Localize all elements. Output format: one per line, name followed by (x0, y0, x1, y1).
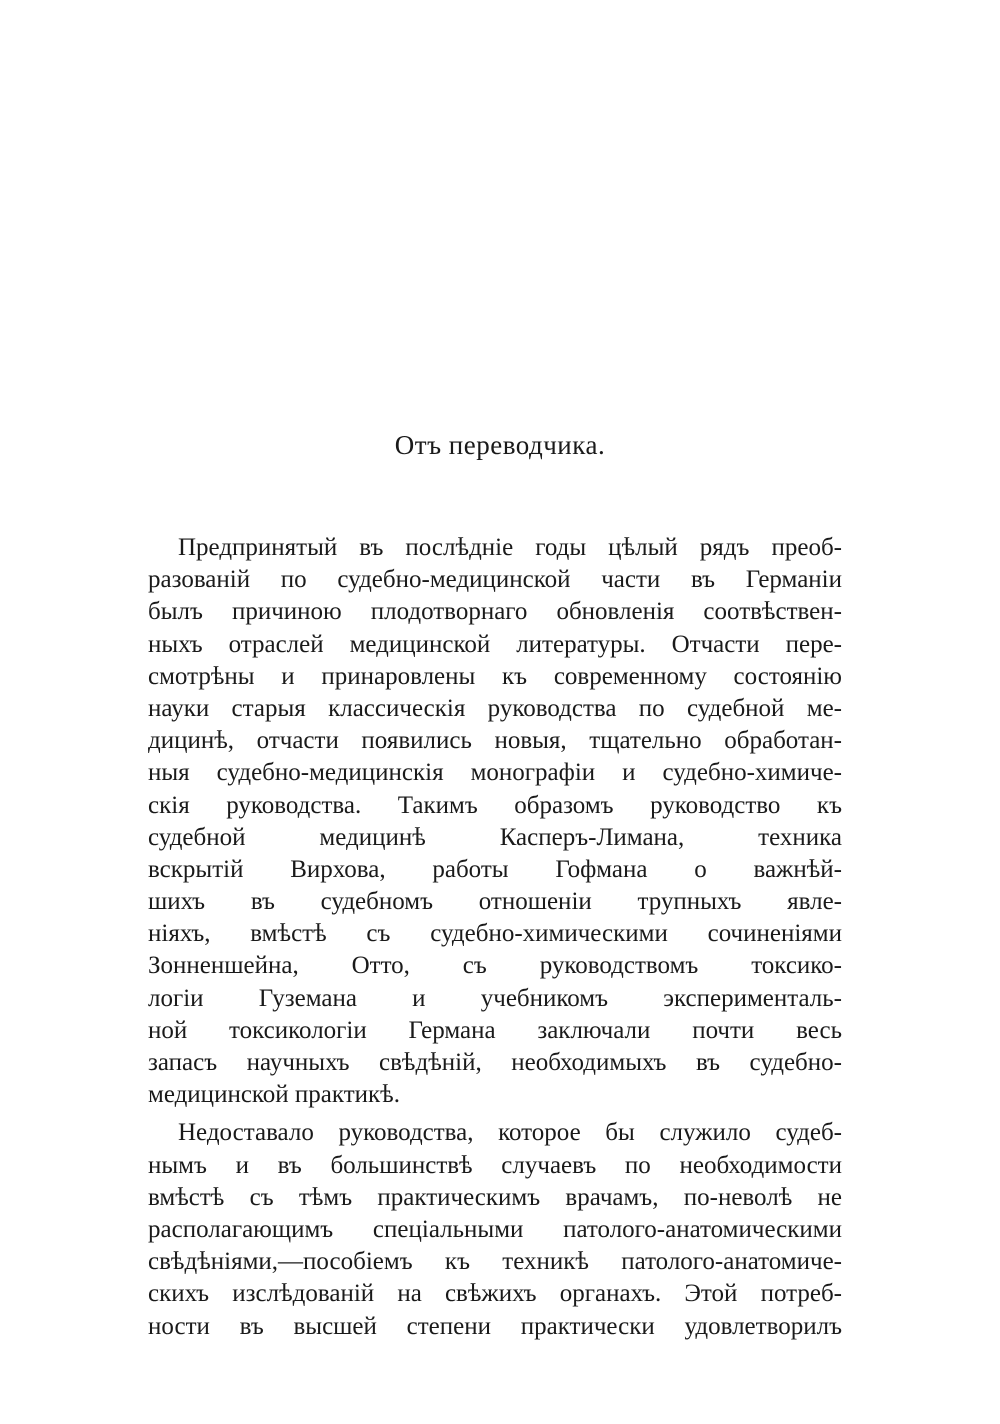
text-line: судебной медицинѣ Касперъ-Лимана, техника (148, 823, 842, 851)
text-line: шихъ въ судебномъ отношеніи трупныхъ явле- (148, 888, 842, 916)
text-line: былъ причиною плодотворнаго обновленія соотвѣствен- (148, 598, 842, 626)
body-text (148, 532, 842, 1343)
text-line: Предпринятый въ послѣдніе годы цѣлый рядъ преоб- (178, 534, 842, 561)
text-line: ности въ высшей степени практически удовлетворилъ (148, 1312, 842, 1340)
text-line: ніяхъ, вмѣстѣ съ судебно-химическими сочиненіями (148, 920, 842, 948)
text-line: скихъ изслѣдованій на свѣжихъ органахъ. Этой потреб- (148, 1280, 842, 1308)
text-line: ной токсикологіи Германа заключали почти весь (148, 1016, 842, 1044)
text-line: смотрѣны и принаровлены къ современному состоянію (148, 662, 842, 690)
text-line: располагающимъ спеціальными патолого-анатомическими (148, 1215, 842, 1243)
text-line: Недоставало руководства, которое бы служило судеб- (178, 1119, 842, 1147)
text-line: вмѣстѣ съ тѣмъ практическимъ врачамъ, по-неволѣ не (148, 1183, 842, 1211)
text-line: ныхъ отраслей медицинской литературы. Отчасти пере- (148, 630, 842, 658)
text-line: запасъ научныхъ свѣдѣній, необходимыхъ въ судебно- (148, 1049, 842, 1076)
text-line: свѣдѣніями,—пособіемъ къ техникѣ патолого-анатомиче- (148, 1248, 842, 1276)
text-line: вскрытій Вирхова, работы Гофмана о важнѣй- (148, 855, 842, 883)
text-line: дицинѣ, отчасти появились новыя, тщательно обработан- (148, 727, 842, 755)
page-heading: Отъ переводчика. (394, 430, 606, 460)
text-line: науки старыя классическія руководства по судебной ме- (148, 694, 842, 722)
text-line: логіи Гуземана и учебникомъ эксперименталь- (148, 984, 842, 1012)
text-line: нымъ и въ большинствѣ случаевъ по необходимости (148, 1151, 842, 1179)
text-line: скія руководства. Такимъ образомъ руководство къ (148, 791, 842, 819)
text-line: разованій по судебно-медицинской части въ Германіи (148, 566, 842, 594)
text-line: Зонненшейна, Отто, съ руководствомъ токсико- (148, 952, 842, 980)
text-line: медицинской практикѣ. (148, 1081, 400, 1109)
text-line: ныя судебно-медицинскія монографіи и судебно-химиче- (148, 759, 842, 787)
